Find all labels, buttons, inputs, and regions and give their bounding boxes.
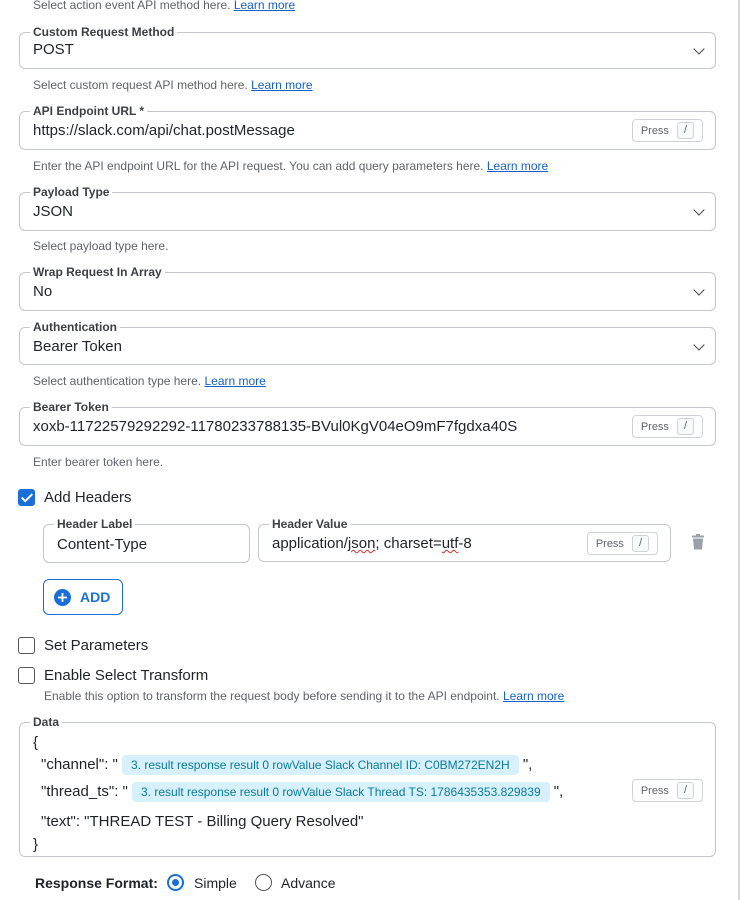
thread-ts-line bbox=[41, 782, 563, 802]
press-slash-hint[interactable] bbox=[632, 119, 703, 142]
spellcheck-word: utf bbox=[441, 535, 459, 552]
authentication-select[interactable] bbox=[19, 320, 716, 365]
thread-ts-end: ", bbox=[553, 782, 564, 800]
bearer-token-field[interactable] bbox=[19, 400, 716, 446]
channel-key: "channel": " bbox=[41, 755, 118, 773]
learn-more-link[interactable]: Learn more bbox=[233, 0, 296, 12]
enable-transform-helper bbox=[44, 689, 564, 703]
press-slash-hint[interactable] bbox=[632, 779, 703, 802]
field-label: API Endpoint URL * bbox=[30, 103, 147, 119]
custom-method-helper bbox=[33, 78, 313, 92]
action-event-helper bbox=[33, 0, 295, 12]
field-label: Bearer Token bbox=[30, 399, 112, 415]
learn-more-link[interactable]: Learn more bbox=[502, 689, 565, 703]
api-endpoint-url-field[interactable] bbox=[19, 104, 716, 150]
slash-key: / bbox=[677, 782, 694, 799]
open-brace: { bbox=[33, 734, 39, 751]
chevron-down-icon[interactable] bbox=[693, 284, 704, 295]
field-label: Header Label bbox=[54, 516, 135, 532]
helper-text: Enable this option to transform the request body before sending it to the API endpoint. bbox=[44, 689, 500, 703]
channel-line bbox=[41, 755, 532, 775]
chevron-down-icon[interactable] bbox=[693, 43, 704, 54]
slash-key: / bbox=[677, 122, 694, 139]
header-value-part: -8 bbox=[458, 535, 472, 552]
field-label: Header Value bbox=[269, 516, 350, 532]
learn-more-link[interactable]: Learn more bbox=[486, 159, 549, 173]
field-label: Custom Request Method bbox=[30, 24, 177, 40]
header-value-field[interactable] bbox=[258, 517, 671, 562]
field-label: Payload Type bbox=[30, 184, 112, 200]
data-body-editor[interactable] bbox=[19, 715, 716, 857]
field-label: Data bbox=[30, 714, 62, 730]
field-label: Wrap Request In Array bbox=[30, 264, 165, 280]
helper-text: Select custom request API method here. bbox=[33, 78, 248, 92]
add-button-label: ADD bbox=[80, 589, 111, 605]
bearer-token-helper: Enter bearer token here. bbox=[33, 455, 164, 469]
bearer-token-value: xoxb-11722579292292-11780233788135-BVul0KgV04eO9mF7fgdxa40S bbox=[33, 418, 518, 435]
spellcheck-word: json bbox=[347, 535, 376, 552]
helper-text: Select authentication type here. bbox=[33, 374, 202, 388]
radio-advance-label: Advance bbox=[281, 875, 336, 891]
add-headers-checkbox[interactable] bbox=[18, 489, 35, 506]
response-format-label: Response Format: bbox=[35, 875, 158, 891]
press-label: Press bbox=[640, 124, 669, 137]
header-label-value: Content-Type bbox=[57, 536, 148, 553]
enable-transform-label: Enable Select Transform bbox=[44, 667, 209, 684]
press-slash-hint[interactable] bbox=[587, 532, 658, 555]
thread-ts-key: "thread_ts": " bbox=[41, 782, 128, 800]
press-label: Press bbox=[640, 420, 669, 433]
helper-text: Select action event API method here. bbox=[33, 0, 231, 12]
radio-dot bbox=[172, 879, 179, 886]
header-value-part: ; charset= bbox=[375, 535, 442, 552]
custom-request-method-select[interactable] bbox=[19, 25, 716, 69]
press-label: Press bbox=[640, 784, 669, 797]
wrap-request-select[interactable] bbox=[19, 265, 716, 311]
radio-simple-label: Simple bbox=[194, 875, 237, 891]
thread-ts-variable-chip[interactable]: 3. result response result 0 rowValue Slack Thread TS: 1786435353.829839 bbox=[132, 782, 550, 802]
enable-transform-checkbox[interactable] bbox=[18, 667, 35, 684]
field-label: Authentication bbox=[30, 319, 120, 335]
selected-value: Bearer Token bbox=[33, 338, 122, 355]
chevron-down-icon[interactable] bbox=[693, 204, 704, 215]
add-headers-label: Add Headers bbox=[44, 489, 132, 506]
channel-end: ", bbox=[522, 755, 533, 773]
authentication-helper bbox=[33, 374, 266, 388]
text-line: "text": "THREAD TEST - Billing Query Resolved" bbox=[41, 813, 364, 830]
radio-simple[interactable] bbox=[167, 874, 184, 891]
add-header-button[interactable] bbox=[43, 579, 123, 615]
close-brace: } bbox=[33, 836, 39, 853]
endpoint-helper bbox=[33, 159, 548, 173]
selected-value: POST bbox=[33, 41, 74, 58]
helper-text: Enter the API endpoint URL for the API request. You can add query parameters here. bbox=[33, 159, 484, 173]
learn-more-link[interactable]: Learn more bbox=[204, 374, 266, 388]
payload-type-helper: Select payload type here. bbox=[33, 239, 169, 253]
chevron-down-icon[interactable] bbox=[693, 339, 704, 350]
header-label-field[interactable] bbox=[43, 517, 250, 563]
endpoint-url-value: https://slack.com/api/chat.postMessage bbox=[33, 122, 295, 139]
header-value-text bbox=[272, 535, 472, 552]
press-label: Press bbox=[595, 537, 624, 550]
selected-value: No bbox=[33, 283, 53, 300]
header-value-part: application/ bbox=[272, 535, 348, 552]
learn-more-link[interactable]: Learn more bbox=[251, 78, 313, 92]
slash-key: / bbox=[632, 535, 649, 552]
payload-type-select[interactable] bbox=[19, 185, 716, 231]
set-parameters-checkbox[interactable] bbox=[18, 637, 35, 654]
press-slash-hint[interactable] bbox=[632, 415, 703, 438]
selected-value: JSON bbox=[33, 203, 74, 220]
slash-key: / bbox=[677, 418, 694, 435]
channel-variable-chip[interactable]: 3. result response result 0 rowValue Slack Channel ID: C0BM272EN2H bbox=[122, 755, 519, 775]
set-parameters-label: Set Parameters bbox=[44, 637, 149, 654]
trash-icon[interactable] bbox=[691, 534, 705, 550]
plus-circle-icon bbox=[54, 589, 71, 606]
radio-advance[interactable] bbox=[255, 874, 272, 891]
